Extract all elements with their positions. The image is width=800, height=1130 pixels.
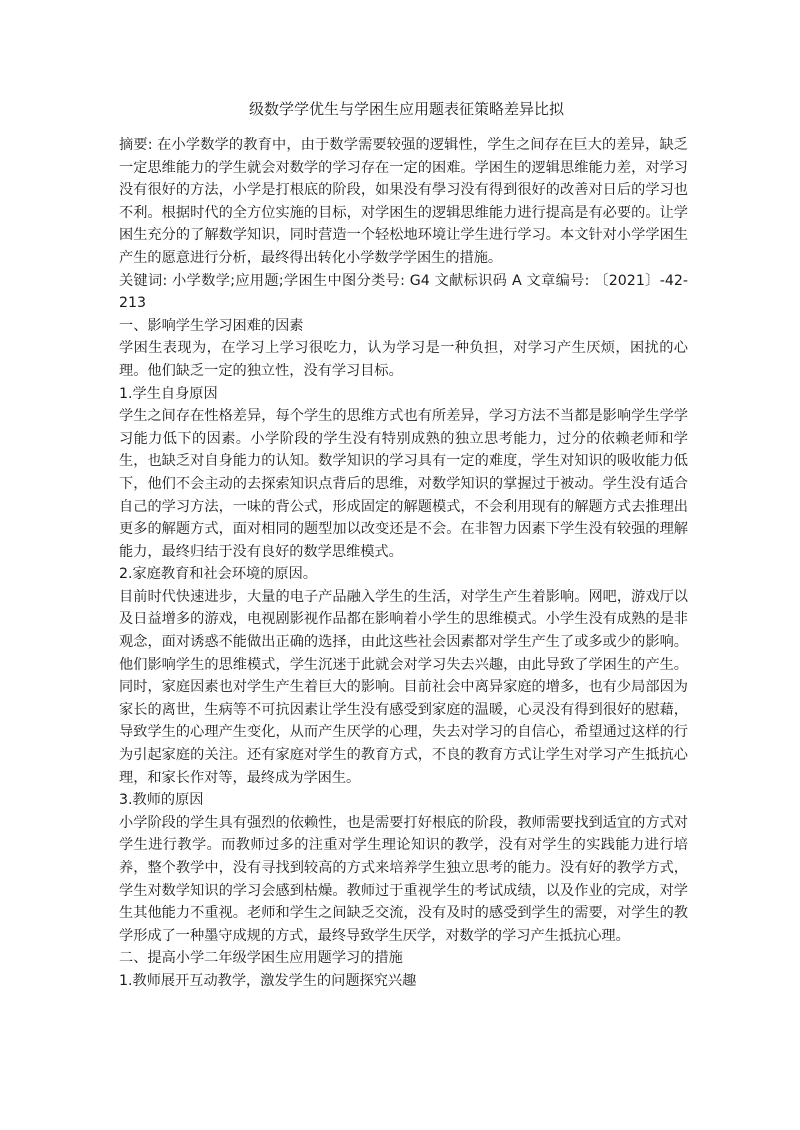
document-body [119, 134, 688, 993]
subsection-heading-1-2: 2.家庭教育和社会环境的原因。 [119, 566, 317, 583]
section-heading-2: 二、提高小学二年级学困生应用题学习的措施 [119, 950, 403, 967]
paragraph-1: 学困生表现为，在学习上学习很吃力，认为学习是一种负担，对学习产生厌烦，困扰的心理。他们缺乏一定的独立性，没有学习目标。 [119, 340, 688, 379]
paragraph-2: 学生之间存在性格差异，每个学生的思维方式也有所差异，学习方法不当都是影响学生学学习能力低下的因素。小学阶段的学生没有特别成熟的独立思考能力，过分的依赖老师和学生，也缺乏对自身能力的认知。数学知识的学习具有一定的难度，学生对知识的吸收能力低下，他们不会主动的去探索知识点背后的思维，对数学知识的掌握过于被动。学生没有适合自己的学习方法，一味的背公式，形成固定的解题模式，不会利用现有的解题方式去推理出更多的解题方式，面对相同的题型加以改变还是不会。在非智力因素下学生没有较强的理解能力，最终归结于没有良好的数学思维模式。 [119, 408, 688, 560]
subsection-heading-2-1: 1.教师展开互动教学，激发学生的问题探究兴趣 [119, 972, 417, 989]
subsection-heading-1-3: 3.教师的原因 [119, 792, 204, 809]
section-heading-1: 一、影响学生学习困难的因素 [119, 317, 304, 334]
paragraph-3: 目前时代快速进步，大量的电子产品融入学生的生活，对学生产生着影响。网吧，游戏厅以及日益增多的游戏，电视剧影视作品都在影响着小学生的思维模式。小学生没有成熟的是非观念，面对诱惑不能做出正确的选择，由此这些社会因素都对学生产生了或多或少的影响。他们影响学生的思维模式，学生沉迷于此就会对学习失去兴趣，由此导致了学困生的产生。同时，家庭因素也对学生产生着巨大的影响。目前社会中离异家庭的增多，也有少局部因为家长的离世，生病等不可抗因素让学生没有感受到家庭的温暖，心灵没有得到很好的慰藉，导致学生的心理产生变化，从而产生厌学的心理，失去对学习的自信心，希望通过这样的行为引起家庭的关注。还有家庭对学生的教育方式，不良的教育方式让学生对学习产生抵抗心理，和家长作对等，最终成为学困生。 [119, 588, 688, 786]
keywords-line: 关键词: 小学数学;应用题;学困生中图分类号: G4 文献标识码 A 文章编号: 〔2021〕-42-213 [119, 272, 688, 312]
document-title: 级数学学优生与学困生应用题表征策略差异比拟 [248, 100, 564, 118]
paragraph-4: 小学阶段的学生具有强烈的依赖性，也是需要打好根底的阶段，教师需要找到适宜的方式对学生进行教学。而教师过多的注重对学生理论知识的教学，没有对学生的实践能力进行培养，整个教学中，没有寻找到较高的方式来培养学生独立思考的能力。没有好的教学方式，学生对数学知识的学习会感到枯燥。教师过于重视学生的考试成绩，以及作业的完成，对学生其他能力不重视。老师和学生之间缺乏交流，没有及时的感受到学生的需要，对学生的教学形成了一种墨守成规的方式，最终导致学生厌学，对数学的学习产生抵抗心理。 [119, 814, 688, 944]
subsection-heading-1-1: 1.学生自身原因 [119, 385, 218, 402]
abstract-paragraph: 摘要: 在小学数学的教育中，由于数学需要较强的逻辑性，学生之间存在巨大的差异，缺乏一定思维能力的学生就会对数学的学习存在一定的困难。学困生的逻辑思维能力差，对学习没有很好的方法，小学是打根底的阶段，如果没有學习没有得到很好的改善对日后的学习也不利。根据时代的全方位实施的目标，对学困生的逻辑思维能力进行提高是有必要的。让学困生充分的了解数学知识，同时营造一个轻松地环境让学生进行学习。本文针对小学学困生产生的愿意进行分析，最终得出转化小学数学学困生的措施。 [119, 137, 688, 266]
